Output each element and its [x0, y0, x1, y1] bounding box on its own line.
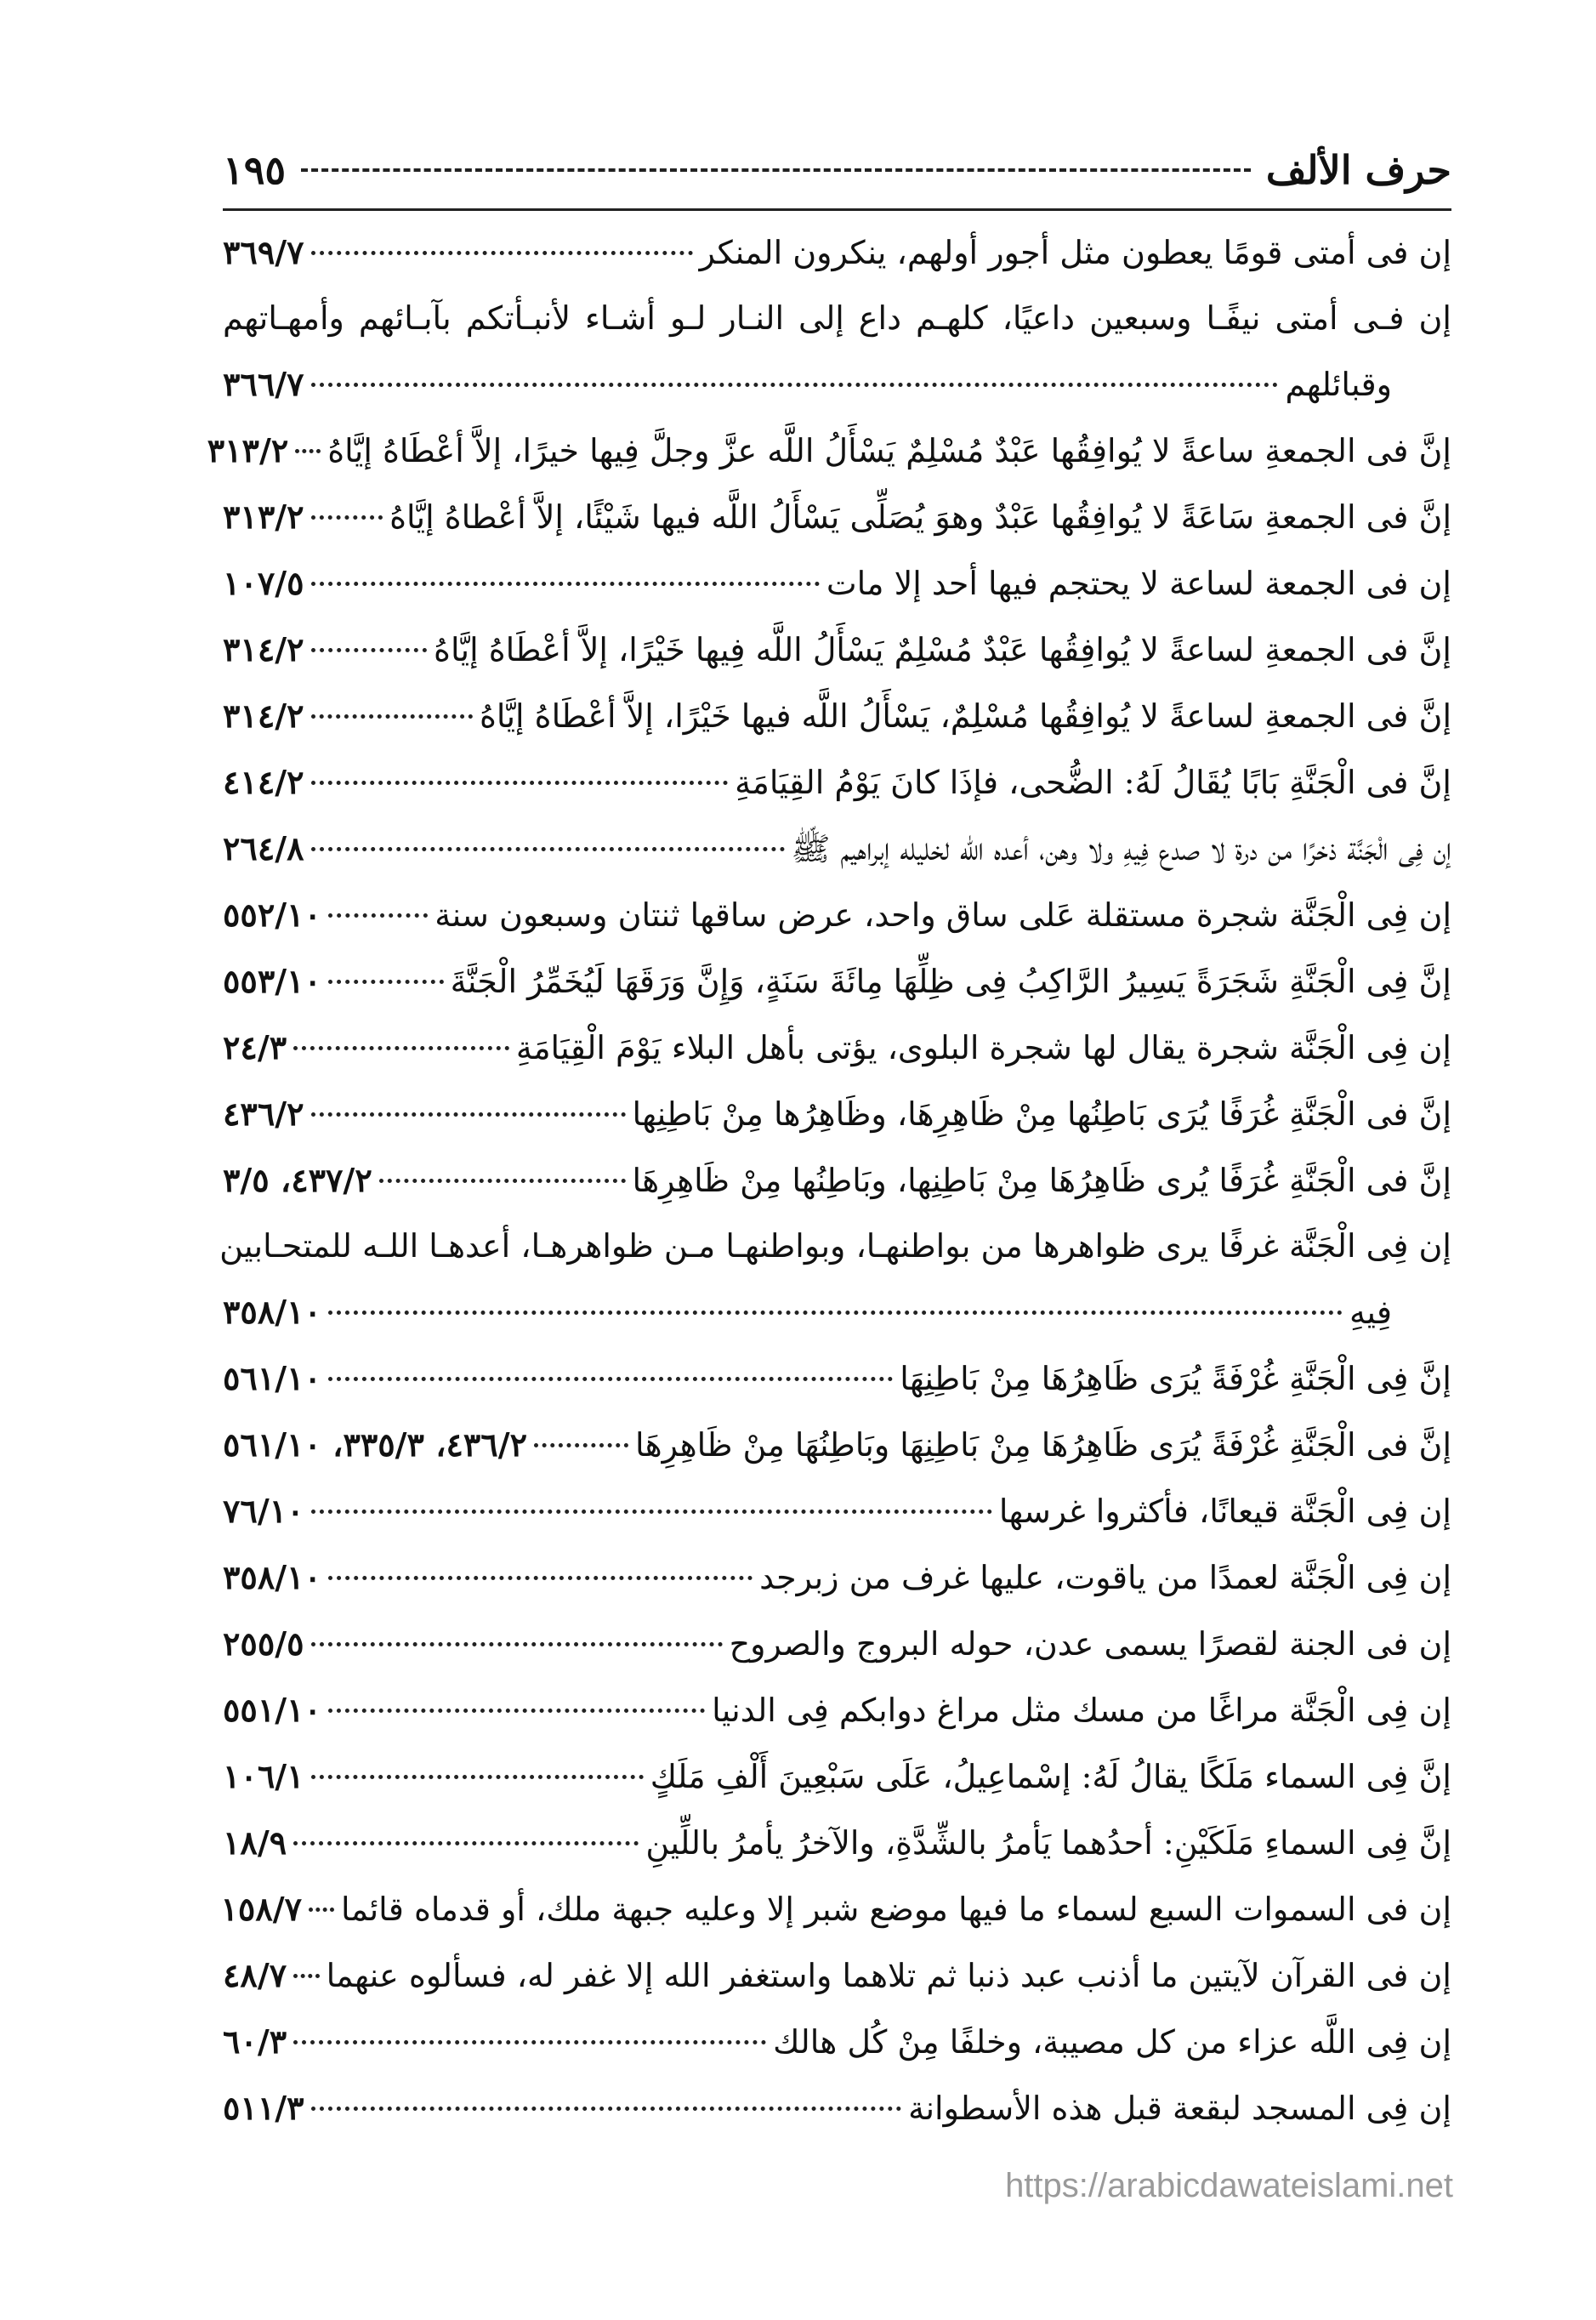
watermark-url: https://arabicdawateislami.net — [1005, 2167, 1453, 2204]
dot-leader — [311, 2107, 902, 2111]
entry-text: إنَّ فى الْجَنَّةِ بَابًا يُقَالُ لَهُ: الضُّحى، فإذَا كانَ يَوْمُ القِيَامَةِ — [735, 764, 1451, 801]
index-entry — [223, 617, 1451, 683]
entry-text: إنَّ فِى الْجَنَّةِ شَجَرَةً يَسِيرُ الرَّاكِبُ فِى ظِلِّهَا مِائَةَ سَنَةٍ، وَإِنَّ وَرَقَهَا لَيُخَمِّرُ الْجَنَّةَ — [450, 963, 1451, 1000]
volume-page-ref: ٥٥٣/١٠ — [223, 962, 321, 1000]
dot-leader — [328, 980, 444, 984]
entry-text: إنَّ فى الْجَنَّةِ غُرْفَةً يُرَى ظَاهِرُهَا مِنْ بَاطِنِهَا وبَاطِنُهَا مِنْ ظَاهِرِهَا — [635, 1426, 1451, 1464]
dot-leader — [311, 847, 785, 851]
entry-text: إن فِى الْجَنَّة شجرة يقال لها شجرة البلوى، يؤتى بأهل البلاء يَوْمَ الْقِيَامَةِ — [515, 1029, 1451, 1066]
entry-text: إنَّ فِى السماءِ مَلَكَيْنِ: أحدُهما يَأمرُ بالشِّدَّةِ، والآخرُ يأمرُ باللِّينِ — [645, 1824, 1451, 1862]
dot-leader — [534, 1443, 628, 1447]
entry-text: إنَّ فِى السماء مَلَكًا يقالُ لَهُ: إسْماعِيلُ، عَلَى سَبْعِينَ أَلْفِ مَلَكٍ — [650, 1758, 1451, 1795]
volume-page-ref: ٤٣٦/٢، ٣٣٥/٣، ٥٦١/١٠ — [223, 1425, 527, 1464]
volume-page-ref: ٣١٣/٢ — [223, 498, 304, 536]
volume-page-ref: ٢٦٤/٨ — [223, 829, 304, 867]
index-entry — [223, 1015, 1451, 1081]
volume-page-ref: ٣١٤/٢ — [223, 697, 304, 735]
dot-leader — [295, 449, 321, 453]
entry-text: وقبائلهم — [1285, 366, 1392, 403]
volume-page-ref: ٣١٣/٢ — [207, 431, 289, 469]
dot-leader — [311, 1112, 626, 1117]
entry-text: إن فى أمتى قومًا يعطون مثل أجور أولهم، ينكرون المنكر — [699, 234, 1451, 271]
dot-leader — [328, 1311, 1343, 1315]
dot-leader — [328, 1377, 893, 1381]
dot-leader — [328, 1576, 753, 1580]
entry-text: إن فـى أمتى نيفًـا وسبعين داعيًا، كلهـم داع إلى النـار لـو أشـاء لأنبـأتكم بآبـائهم وأمهـاتهم — [223, 299, 1451, 337]
volume-page-ref: ١٠٦/١ — [223, 1757, 304, 1795]
entry-text: إن فِى المسجد لبقعة قبل هذه الأسطوانة — [908, 2090, 1451, 2127]
index-entry — [223, 1345, 1451, 1412]
index-entry — [223, 882, 1451, 948]
volume-page-ref: ٥١١/٣ — [223, 2089, 304, 2127]
entry-text: إن فِى الْجَنَّة لعمدًا من ياقوت، عليها غرف من زبرجد — [759, 1559, 1451, 1596]
dot-leader — [311, 1642, 723, 1646]
volume-page-ref: ٥٥١/١٠ — [223, 1691, 321, 1729]
entry-text: إن فى القرآن لآيتين ما أذنب عبد ذنبا ثم تلاهما واستغفر الله إلا غفر له، فسألوه عنهما — [326, 1957, 1451, 1994]
entry-text: إنَّ فى الْجَنَّةِ غُرَفًا يُرى ظَاهِرُهَا مِنْ بَاطِنِها، وبَاطِنُها مِنْ ظَاهِرِهَا — [632, 1162, 1451, 1199]
index-entry — [223, 286, 1451, 418]
index-entry — [223, 948, 1451, 1015]
index-entry — [223, 550, 1451, 617]
dot-leader — [311, 1510, 992, 1514]
dot-leader — [311, 515, 383, 520]
volume-page-ref: ٢٥٥/٥ — [223, 1624, 304, 1663]
dot-leader — [311, 714, 473, 719]
volume-page-ref: ٦٠/٣ — [223, 2022, 287, 2061]
entry-text: إنَّ فى الجمعةِ ساعةً لا يُوافِقُها عَبْدٌ مُسْلِمٌ يَسْأَلُ اللَّه عزَّ وجلَّ فِيها خيرًا، إلاَّ أعْطَاهُ إيَّاهُ — [327, 432, 1451, 469]
entry-text: إنَّ فِى الْجَنَّةِ غُرْفَةً يُرَى ظَاهِرُهَا مِنْ بَاطِنِهَا — [900, 1360, 1451, 1397]
entry-text: إن فِى اللَّه عزاء من كل مصيبة، وخلفًا مِنْ كُل هالك — [773, 2023, 1451, 2061]
page-header — [223, 132, 1451, 211]
volume-page-ref: ٣٥٨/١٠ — [223, 1558, 321, 1596]
index-entry — [223, 1412, 1451, 1478]
index-entry — [223, 749, 1451, 816]
dot-leader — [328, 1709, 705, 1713]
entry-text: إن فِى الْجَنَّة غرفًا يرى ظواهرها من بواطنهـا، وبواطنهـا مـن ظواهرهـا، أعدهـا اللـه للمتحـابين — [219, 1227, 1451, 1265]
volume-page-ref: ٣٦٩/٧ — [223, 233, 304, 271]
entry-text: فِيهِ — [1349, 1294, 1392, 1331]
index-entry — [223, 1147, 1451, 1214]
entry-text: إن فِى الْجَنَّة شجرة مستقلة عَلى ساق واحد، عرض ساقها ثنتان وسبعون سنة — [434, 896, 1451, 934]
entry-text: إن فِى الْجَنَّة مراغًا من مسك مثل مراغ دوابكم فِى الدنيا — [712, 1692, 1451, 1729]
volume-page-ref: ٣٦٦/٧ — [223, 365, 304, 403]
entry-text: إنَّ فى الجمعةِ سَاعَةً لا يُوافِقُها عَبْدٌ وهوَ يُصَلِّى يَسْأَلُ اللَّه فيها شَيْئًا، إلاَّ أعْطاهُ إيَّاهُ — [389, 498, 1451, 536]
volume-page-ref: ٤١٤/٢ — [223, 763, 304, 801]
dot-leader — [293, 2040, 766, 2044]
entry-text: إن فى الجمعة لساعة لا يحتجم فيها أحد إلا مات — [826, 565, 1451, 602]
header-dashed-rule — [301, 168, 1251, 172]
index-entry — [223, 2075, 1451, 2141]
dot-leader — [311, 383, 1279, 387]
volume-page-ref: ٥٦١/١٠ — [223, 1359, 321, 1397]
entry-text: إنَّ فى الْجَنَّةِ غُرَفًا يُرَى بَاطِنُها مِنْ ظَاهِرِهَا، وظَاهِرُها مِنْ بَاطِنِها — [632, 1095, 1451, 1133]
index-entry — [223, 484, 1451, 550]
entry-text: إن فى السموات السبع لسماء ما فيها موضع شبر إلا وعليه جبهة ملك، أو قدماه قائما — [341, 1891, 1451, 1928]
dot-leader — [311, 648, 428, 652]
index-entry — [223, 219, 1451, 286]
index-entry — [223, 1942, 1451, 2009]
volume-page-ref: ١٨/٩ — [223, 1823, 287, 1862]
dot-leader — [293, 1974, 319, 1978]
volume-page-ref: ٣١٤/٢ — [223, 630, 304, 668]
volume-page-ref: ٤٣٧/٢، ٣/٥ — [223, 1161, 372, 1199]
dot-leader — [311, 1775, 644, 1779]
volume-page-ref: ٧٦/١٠ — [223, 1492, 304, 1530]
index-entry — [223, 1544, 1451, 1611]
volume-page-ref: ٥٥٢/١٠ — [223, 896, 321, 934]
index-entry — [207, 418, 1451, 484]
entry-text: إن فِى الْجَنَّة قيعانًا، فأكثروا غرسها — [998, 1493, 1451, 1530]
dot-leader — [328, 913, 428, 918]
hadith-index-list — [207, 219, 1451, 2141]
dot-leader — [311, 781, 729, 785]
volume-page-ref: ١٠٧/٥ — [223, 564, 304, 602]
dot-leader — [311, 251, 693, 255]
dot-leader — [311, 582, 820, 586]
volume-page-ref: ٢٤/٣ — [223, 1028, 287, 1066]
entry-text: إنَّ فى الجمعةِ لساعةً لا يُوافِقُها مُسْلِمٌ، يَسْأَلُ اللَّه فيها خَيْرًا، إلاَّ أعْطَاهُ إيَّاهُ — [479, 697, 1451, 735]
index-entry — [219, 1214, 1451, 1345]
index-entry — [223, 1677, 1451, 1743]
index-entry — [223, 1081, 1451, 1147]
index-entry — [223, 1478, 1451, 1544]
volume-page-ref: ٣٥٨/١٠ — [223, 1293, 321, 1331]
entry-text: إنَّ فى الجمعةِ لساعةً لا يُوافِقُها عَبْدٌ مُسْلِمٌ يَسْأَلُ اللَّه فِيها خَيْرًا، إلاَّ أعْطَاهُ إيَّاهُ — [434, 631, 1451, 668]
index-entry — [223, 683, 1451, 749]
entry-text: إن فى الجنة لقصرًا يسمى عدن، حوله البروج والصروح — [729, 1625, 1451, 1663]
section-title: حرف الألف — [1265, 147, 1451, 193]
volume-page-ref: ٤٨/٧ — [223, 1956, 287, 1994]
dot-leader — [293, 1046, 509, 1050]
index-entry — [223, 1743, 1451, 1810]
index-entry — [223, 2009, 1451, 2075]
entry-text: إن فِى الْجَنَّة ذخرًا من درة لا صدع فِيهِ ولا وهن، أعده الله لخليله إبراهيم ﷺ — [791, 830, 1451, 867]
volume-page-ref: ١٥٨/٧ — [220, 1890, 303, 1928]
dot-leader — [379, 1179, 626, 1183]
dot-leader — [309, 1908, 334, 1912]
dot-leader — [293, 1841, 639, 1845]
index-entry — [220, 1876, 1451, 1942]
index-entry — [223, 1611, 1451, 1677]
page-number: ١٩٥ — [223, 147, 287, 193]
volume-page-ref: ٤٣٦/٢ — [223, 1095, 304, 1133]
index-entry — [223, 1810, 1451, 1876]
index-entry — [223, 816, 1451, 882]
